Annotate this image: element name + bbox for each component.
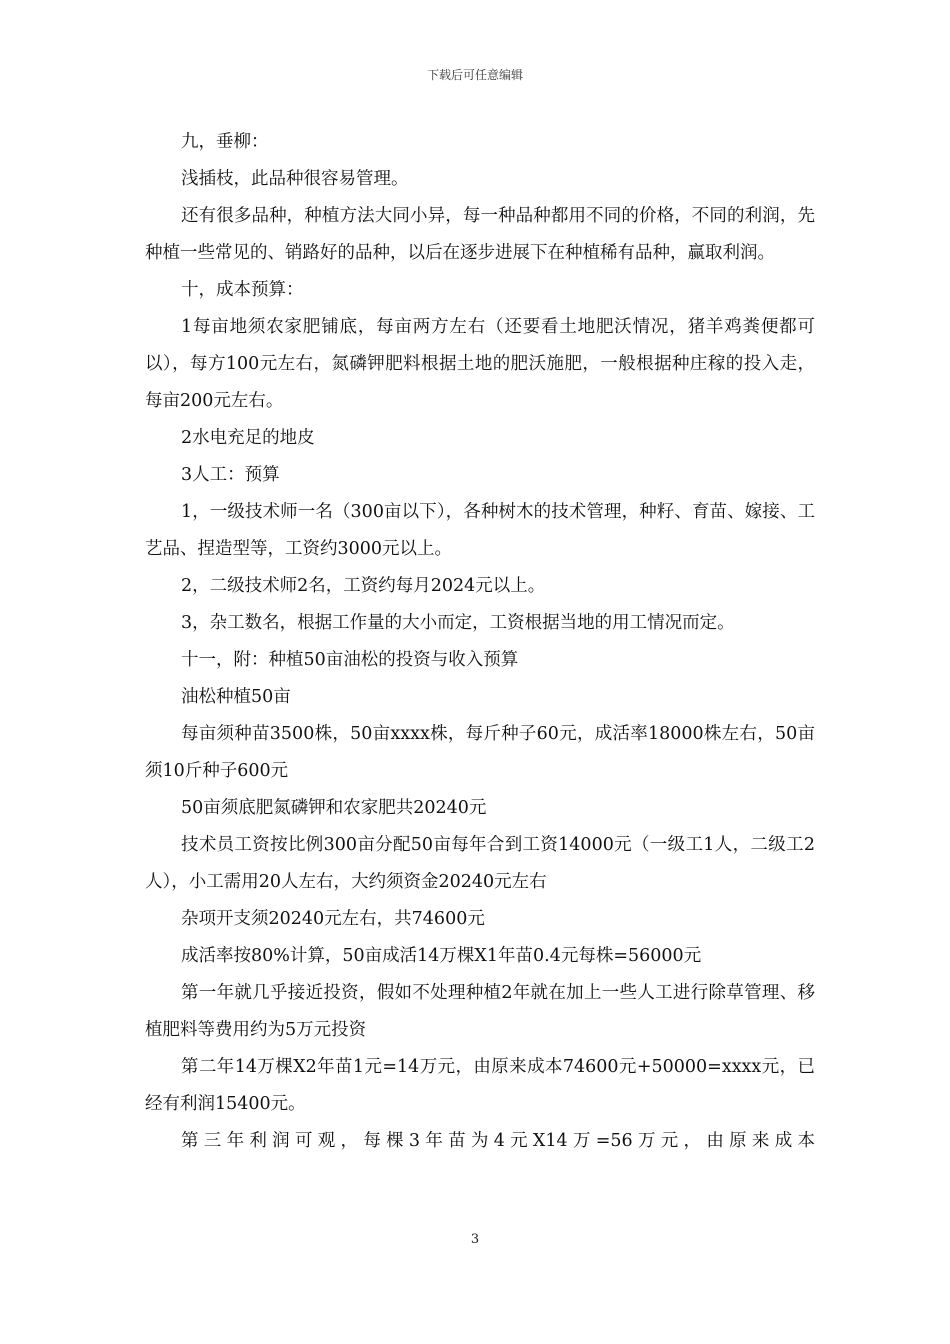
- paragraph: 九，垂柳：: [181, 132, 269, 152]
- paragraph: 第三年利润可观，每棵3年苗为4元X14万=56万元，由原来成本: [181, 1131, 815, 1151]
- paragraph: 第一年就几乎接近投资，假如不处理种植2年就在加上一些人工进行除草管理、移植肥料等费用约为5万元投资: [145, 983, 815, 1040]
- paragraph: 2水电充足的地皮: [181, 428, 315, 448]
- page-header: 下载后可任意编辑: [426, 68, 523, 82]
- paragraph: 每亩须种苗3500株，50亩xxxx株，每斤种子60元，成活率18000株左右，50亩须10斤种子600元: [145, 724, 815, 781]
- paragraph: 2，二级技术师2名，工资约每月2024元以上。: [181, 576, 546, 596]
- document-body: [145, 124, 815, 1160]
- section-heading: 十一，附：种植50亩油松的投资与收入预算: [181, 650, 519, 670]
- paragraph: 技术员工资按比例300亩分配50亩每年合到工资14000元（一级工1人，二级工2人），小工需用20人左右，大约须资金20240元左右: [145, 835, 815, 892]
- paragraph: 3，杂工数名，根据工作量的大小而定，工资根据当地的用工情况而定。: [181, 613, 735, 633]
- section-heading: 十，成本预算：: [181, 280, 304, 300]
- paragraph: 杂项开支须20240元左右，共74600元: [181, 909, 485, 929]
- paragraph: 还有很多品种，种植方法大同小异，每一种品种都用不同的价格，不同的利润，先种植一些常见的、销路好的品种，以后在逐步进展下在种植稀有品种，赢取利润。: [145, 206, 815, 263]
- paragraph: 第二年14万棵X2年苗1元=14万元，由原来成本74600元+50000=xxxx元，已经有利润15400元。: [145, 1057, 815, 1114]
- paragraph: 1每亩地须农家肥铺底，每亩两方左右（还要看土地肥沃情况，猪羊鸡粪便都可以），每方100元左右，氮磷钾肥料根据土地的肥沃施肥，一般根据种庄稼的投入走，每亩200元左右。: [145, 317, 815, 411]
- paragraph: 3人工：预算: [181, 465, 280, 485]
- paragraph: 成活率按80%计算，50亩成活14万棵X1年苗0.4元每株=56000元: [181, 946, 702, 966]
- paragraph: 1，一级技术师一名（300亩以下），各种树木的技术管理，种籽、育苗、嫁接、工艺品、捏造型等，工资约3000元以上。: [145, 502, 815, 559]
- paragraph: 浅插枝，此品种很容易管理。: [181, 169, 409, 189]
- page-number: 3: [470, 1232, 480, 1247]
- paragraph: 油松种植50亩: [181, 687, 291, 707]
- paragraph: 50亩须底肥氮磷钾和农家肥共20240元: [181, 798, 487, 818]
